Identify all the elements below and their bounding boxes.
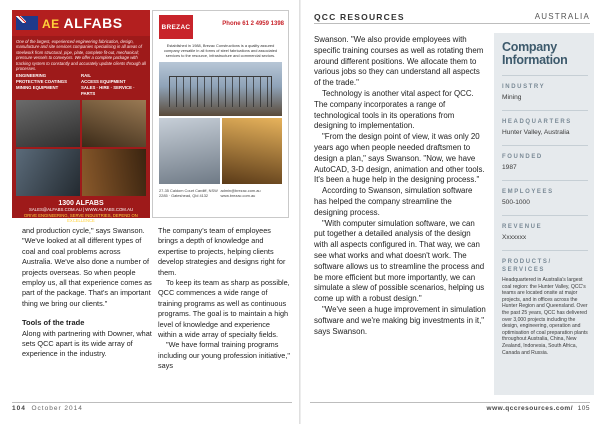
alfabs-photo xyxy=(82,149,146,196)
sidebar-title: Company Information xyxy=(502,40,568,67)
issue-date: October 2014 xyxy=(31,405,83,412)
alfabs-advertisement[interactable] xyxy=(12,10,150,224)
right-folio xyxy=(310,402,590,412)
running-head-rule xyxy=(314,23,590,24)
brezac-structure-photo xyxy=(159,62,282,116)
running-head xyxy=(314,12,590,26)
brezac-header xyxy=(153,11,288,39)
alfabs-service: RAIL xyxy=(81,73,92,79)
australian-flag-icon xyxy=(16,16,38,30)
running-head-country: AUSTRALIA xyxy=(534,12,590,21)
sidebar-divider xyxy=(502,145,588,146)
alfabs-service: MINING EQUIPMENT xyxy=(16,85,59,91)
brezac-footer xyxy=(153,184,288,202)
website-url[interactable]: www.qccresources.com/ xyxy=(486,405,574,412)
alfabs-photo xyxy=(16,149,80,196)
article-column-3 xyxy=(314,35,486,337)
sidebar-value-products-services: Headquartered in Australia's largest coal region: the Hunter Valley, QCC's teams are located onsite at major projects, and in offices across the Hunter Region and Queensland. Over the past 25 years, QCC has delivered over 3,000 projects including the design, engineering, operation and optimisation of coal preparation plants throughout Australia, China, New Zealand, Indonesia, South Africa, Canada and Russia. xyxy=(502,277,588,356)
sidebar-value-founded: 1987 xyxy=(502,164,517,171)
alfabs-service: ENGINEERING xyxy=(16,73,47,79)
alfabs-logo-bar xyxy=(12,10,150,36)
sidebar-divider xyxy=(502,215,588,216)
brezac-address: 27-35 Caldom Court Cardiff, NSW 2285 · Gateshead, Qld 4132 xyxy=(159,188,218,198)
sidebar-label-products-services: PRODUCTS/ SERVICES xyxy=(502,259,552,273)
running-head-company: QCC RESOURCES xyxy=(314,12,405,22)
article-paragraph: The company's team of employees brings a depth of knowledge and expertise to projects, helping clients develop strategies and designs right for them. xyxy=(158,226,286,277)
article-paragraph: Technology is another vital aspect for QCC. The company incorporates a range of technological tools in its operations from designing to implementation. xyxy=(314,88,474,131)
alfabs-service: SALES · HIRE · SERVICE · PARTS xyxy=(81,85,135,97)
article-paragraph: Swanson. "We also provide employees with specific training courses as well as rotating them around different positions. We allocate them to various jobs so they can understand all aspects of the trade." xyxy=(314,35,484,88)
alfabs-logo: AE ALFABS xyxy=(42,15,123,31)
article-subhead: Tools of the trade xyxy=(22,318,85,328)
company-information-sidebar xyxy=(494,33,594,395)
sidebar-label-employees: EMPLOYEES xyxy=(502,189,554,195)
article-paragraph: Along with partnering with Downer, what sets QCC apart is its wide array of experience in the industry. xyxy=(22,328,152,359)
page-number: 105 xyxy=(577,405,590,412)
page-number: 104 xyxy=(12,405,26,412)
article-paragraph: "From the design point of view, it was only 20 years ago when people needed draftsmen to design a plan," says Swanson. "Now, we have AutoCAD, 3-D design, animation and other tools. It's been a huge help in the designing process." xyxy=(314,132,485,185)
sidebar-value-industry: Mining xyxy=(502,94,522,101)
sidebar-value-revenue: Xxxxxxx xyxy=(502,234,527,241)
brezac-logo: BREZAC xyxy=(159,15,193,39)
alfabs-service: PROTECTIVE COATINGS xyxy=(16,79,68,85)
brezac-blurb: Established in 1988, Brezac Constructions is a quality assured company versatile in all forms of steel fabrications and associated services to the resource, infrastructure and commercial sectors. xyxy=(163,43,278,58)
article-paragraph: "We've seen a huge improvement in simulation software and we're making big investments in it," says Swanson. xyxy=(314,304,486,336)
article-paragraph: To keep its team as sharp as possible, QCC commences a wide range of training programs as well as continuous programs. The goal is to maintain a high level of knowledge and experience within a wide array of specialty fields. xyxy=(158,278,290,340)
alfabs-photo xyxy=(82,100,146,147)
sidebar-value-headquarters: Hunter Valley, Australia xyxy=(502,129,570,136)
alfabs-contact[interactable]: SALES@ALFABS.COM.AU | WWW.ALFABS.COM.AU xyxy=(28,207,134,213)
left-folio xyxy=(12,402,292,412)
page-gutter xyxy=(299,0,301,424)
sidebar-divider xyxy=(502,180,588,181)
article-column-1 xyxy=(22,226,152,360)
sidebar-label-founded: FOUNDED xyxy=(502,154,543,160)
article-column-2 xyxy=(158,226,290,372)
sidebar-label-industry: INDUSTRY xyxy=(502,84,546,90)
alfabs-service: ACCESS EQUIPMENT xyxy=(81,79,126,85)
sidebar-label-headquarters: HEADQUARTERS xyxy=(502,119,572,125)
sidebar-value-employees: 500-1000 xyxy=(502,199,530,206)
sidebar-divider xyxy=(502,75,588,76)
sidebar-divider xyxy=(502,110,588,111)
article-paragraph: and production cycle," says Swanson. "We've looked at all different types of coal and coal problems across Australia. We've also done a number of projects overseas. So when people employ us, all that experience comes as part of the package. That's an important thing we bring our clients." xyxy=(22,226,152,308)
alfabs-photo-collage xyxy=(16,100,146,196)
sidebar-label-revenue: REVENUE xyxy=(502,224,543,230)
brezac-photo-row xyxy=(159,118,282,184)
brezac-photo xyxy=(159,118,220,184)
article-paragraph: "We have formal training programs including our young profession initiative," says xyxy=(158,340,290,371)
sidebar-divider xyxy=(502,250,588,251)
alfabs-phone: 1300 ALFABS xyxy=(58,200,104,208)
brezac-phone: Phone 61 2 4959 1398 xyxy=(222,21,284,27)
article-paragraph: According to Swanson, simulation software has helped the company streamline the designing process. xyxy=(314,186,473,217)
alfabs-services xyxy=(12,73,150,97)
article-paragraph: "With computer simulation software, we can put together a detailed analysis of the design with all aspects configured in. That way, we can see what works and what doesn't work. The software allows us to streamline the process and be more efficient but more importantly, we can simulate a slew of possible scenarios, helping us come up with a robust design." xyxy=(314,218,485,304)
brezac-photo xyxy=(222,118,283,184)
brezac-web[interactable]: admin@brezac.com.au www.brezac.com.au xyxy=(220,188,261,198)
alfabs-photo xyxy=(16,100,80,147)
alfabs-blurb: One of the largest, experienced engineering fabrication, design, manufacture and site services companies specialising in all areas of steelwork from structural, pipe, plate, complete fit-out, mechanical; pressure vessels to conveyors. We offer a complete package with tracking system to constantly and accurately update clients through all processes. xyxy=(16,39,146,72)
alfabs-slogan: DRIVE ENGINEERING, SERVE INDUSTRIES, DEPEND ON EXCELLENCE xyxy=(24,213,138,224)
brezac-advertisement[interactable] xyxy=(152,10,289,218)
